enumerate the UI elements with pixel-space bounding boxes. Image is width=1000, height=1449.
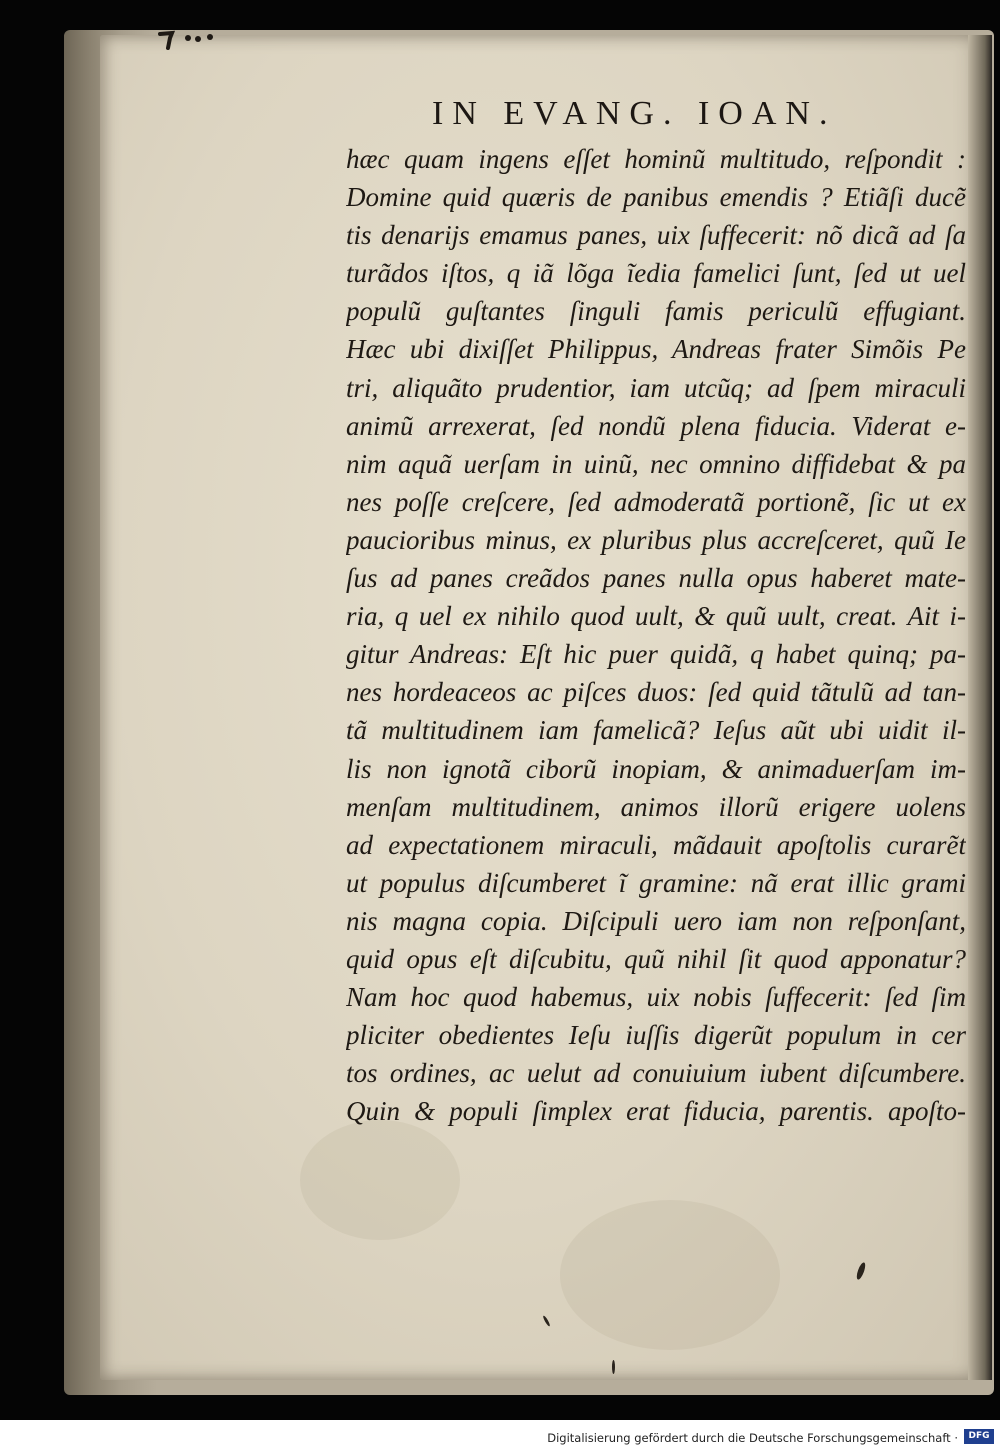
book-gutter [968,35,992,1380]
text-line: tis denarijs emamus panes, uix ſuffecerit: nõ dicã ad ſa [346,220,966,251]
text-line: ut populus diſcumberet ĩ gramine: nã erat illic grami [346,867,966,898]
text-line: Quin & populi ſimplex erat fiducia, parentis. apoſto- [346,1096,966,1127]
text-line: lis non ignotã ciborũ inopiam, & animaduerſam im- [346,753,966,784]
running-head: IN EVANG. IOAN. [432,95,837,132]
paper-stain [300,1120,460,1240]
text-line: Domine quid quæris de panibus emendis ? Etiãſi ducẽ [346,182,966,213]
text-line: animũ arrexerat, ſed nondũ plena fiducia. Viderat e- [346,410,966,441]
text-line: pliciter obedientes Ieſu iuſſis digerũt populum in cer [346,1020,966,1051]
text-line: tã multitudinem iam famelicã? Ieſus aũt ubi uidit il- [346,715,966,746]
text-line: ad expectationem miraculi, mãdauit apoſtolis curarẽt [346,829,966,860]
text-line: populũ guſtantes ſinguli famis periculũ effugiant. [346,296,966,327]
dfg-logo-icon: DFG [964,1429,994,1444]
text-line: ſus ad panes creãdos panes nulla opus haberet mate- [346,563,966,594]
text-line: menſam multitudinem, animos illorũ erigere uolens [346,791,966,822]
text-line: ria, q uel ex nihilo quod uult, & quũ uult, creat. Ait i- [346,601,966,632]
text-line: hæc quam ingens eſſet hominũ multitudo, reſpondit : [346,144,966,174]
text-line: nes hordeaceos ac piſces duos: ſed quid tãtulũ ad tan- [346,677,966,708]
text-line: Nam hoc quod habemus, uix nobis ſuffecerit: ſed ſim [346,982,966,1013]
text-line: gitur Andreas: Eſt hic puer quidã, q habet quinq; pa- [346,639,966,670]
text-line: tri, aliquãto prudentior, iam utcũq; ad ſpem miraculi [346,372,966,403]
ink-speck [612,1360,615,1374]
ink-mark-icon [158,30,218,50]
body-text [346,140,966,1130]
text-line: nim aquã uerſam in uinũ, nec omnino diffidebat & pa [346,448,966,479]
text-line: nis magna copia. Diſcipuli uero iam non reſponſant, [346,905,966,936]
text-line: nes poſſe creſcere, ſed admoderatã portionẽ, ſic ut ex [346,486,966,517]
text-line: quid opus eſt diſcubitu, quũ nihil ſit quod apponatur? [346,943,966,974]
text-line: paucioribus minus, ex pluribus plus accreſceret, quũ Ie [346,524,966,555]
paper-stain [560,1200,780,1350]
text-line: tos ordines, ac uelut ad conuiuium iubent diſcumbere. [346,1058,966,1089]
text-line: turãdos iſtos, q iã lõga ĩedia famelici ſunt, ſed ut uel [346,258,966,289]
footer-credit: Digitalisierung gefördert durch die Deutsche Forschungsgemeinschaft · [547,1431,958,1445]
text-line: Hæc ubi dixiſſet Philippus, Andreas frater Simõis Pe [346,334,966,365]
